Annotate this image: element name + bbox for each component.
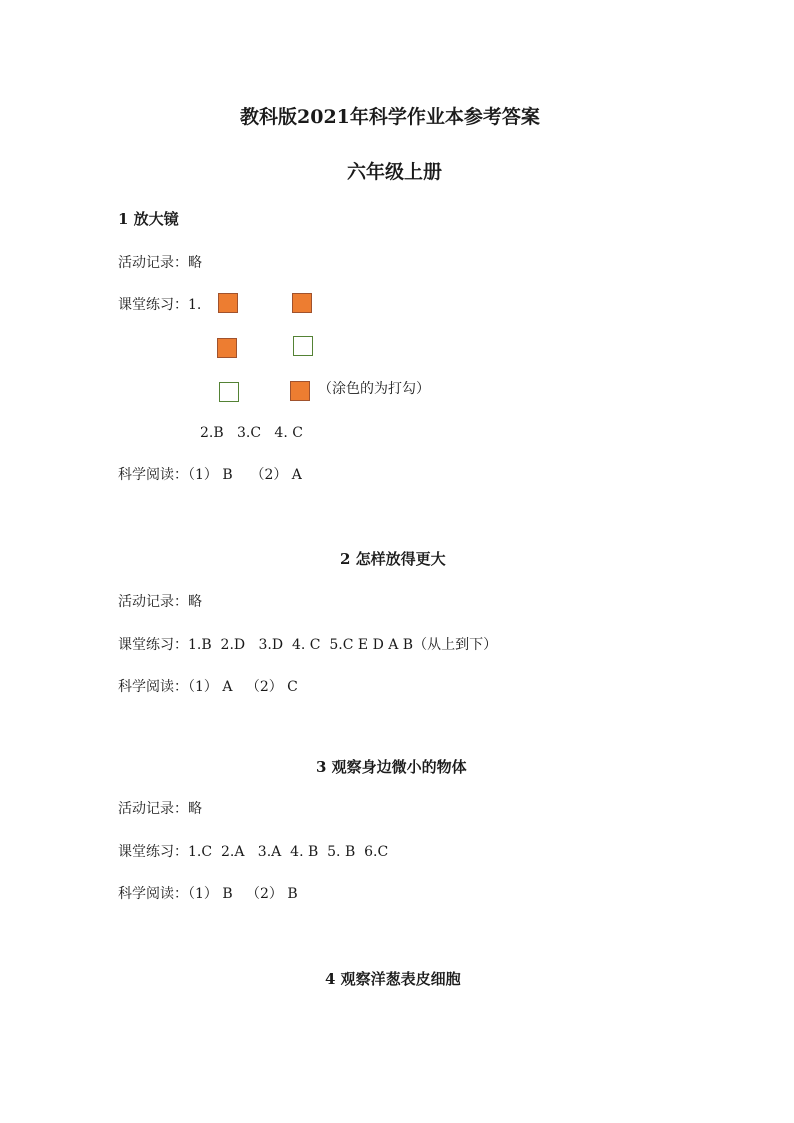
checkbox-note: （涂色的为打勾） bbox=[318, 381, 430, 397]
practice-answers: 课堂练习：1.B 2.D 3.D 4. C 5.C E D A B（从上到下） bbox=[118, 637, 498, 653]
science-reading: 科学阅读：（1） B （2） A bbox=[118, 467, 302, 483]
practice-answers: 课堂练习：1.C 2.A 3.A 4. B 5. B 6.C bbox=[118, 844, 389, 860]
answer-checkbox bbox=[219, 382, 239, 402]
science-reading: 科学阅读：（1） B （2） B bbox=[118, 886, 298, 902]
activity-record: 活动记录：略 bbox=[118, 801, 202, 817]
activity-record: 活动记录：略 bbox=[118, 594, 202, 610]
document-title: 教科版2021年科学作业本参考答案 bbox=[240, 106, 540, 128]
section-heading: 3 观察身边微小的物体 bbox=[316, 758, 467, 776]
document-subtitle: 六年级上册 bbox=[347, 161, 443, 183]
answer-checkbox bbox=[290, 381, 310, 401]
activity-record: 活动记录：略 bbox=[118, 255, 202, 271]
answer-checkbox bbox=[217, 338, 237, 358]
section-heading: 1 放大镜 bbox=[118, 210, 179, 228]
section-heading: 2 怎样放得更大 bbox=[340, 550, 446, 568]
practice-answers: 2.B 3.C 4. C bbox=[200, 425, 303, 441]
answer-checkbox bbox=[292, 293, 312, 313]
answer-checkbox bbox=[293, 336, 313, 356]
practice-label: 课堂练习：1. bbox=[118, 297, 202, 313]
science-reading: 科学阅读：（1） A （2） C bbox=[118, 679, 298, 695]
section-heading: 4 观察洋葱表皮细胞 bbox=[325, 970, 461, 988]
answer-checkbox bbox=[218, 293, 238, 313]
